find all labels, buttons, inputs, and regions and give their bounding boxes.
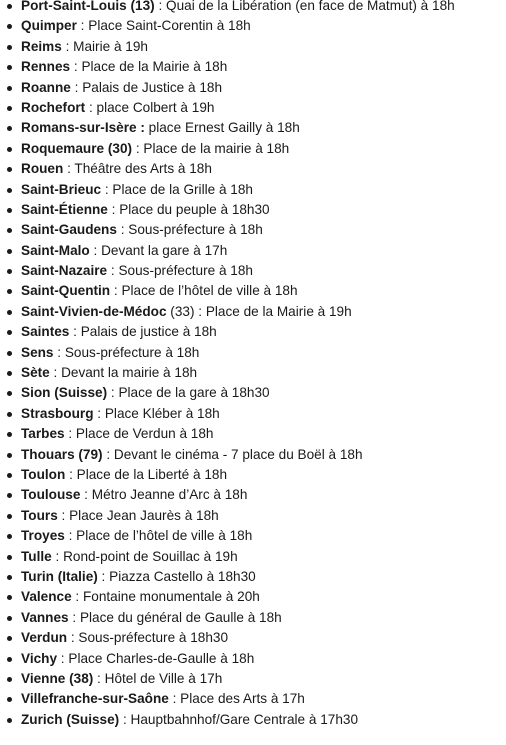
bullet-icon	[7, 718, 12, 723]
bullet-icon	[7, 126, 12, 131]
city-name: Strasbourg	[21, 405, 94, 421]
city-name: Turin (Italie)	[21, 568, 98, 584]
bullet-icon	[7, 555, 12, 560]
list-item	[0, 526, 506, 546]
venue-time: Place de l’hôtel de ville à 18h	[121, 283, 298, 299]
city-name: Saint-Malo	[21, 242, 90, 258]
venue-time: Hôtel de Ville à 17h	[104, 670, 223, 686]
bullet-icon	[7, 65, 12, 70]
city-name: Saintes	[21, 324, 70, 340]
city-name: Valence	[21, 589, 72, 605]
venue-time: Théâtre des Arts à 18h	[74, 161, 212, 177]
city-name: Vannes	[21, 609, 69, 625]
city-name: Toulon	[21, 466, 66, 482]
list-item	[0, 649, 506, 669]
venue-time: Place Charles-de-Gaulle à 18h	[68, 650, 255, 666]
venue-time: Place Kléber à 18h	[104, 405, 220, 421]
separator: :	[89, 242, 102, 258]
city-name: Romans-sur-Isère :	[21, 120, 145, 136]
city-name: Saint-Quentin	[21, 283, 111, 299]
list-item	[0, 628, 506, 648]
separator: :	[68, 609, 80, 625]
bullet-icon	[7, 4, 12, 9]
list-item	[0, 383, 506, 403]
list-item	[0, 547, 506, 567]
separator: :	[107, 201, 120, 217]
separator: :	[132, 140, 144, 156]
bullet-icon	[7, 86, 12, 91]
separator: :	[71, 589, 83, 605]
bullet-icon	[7, 269, 12, 274]
city-name: Rochefort	[21, 99, 86, 115]
bullet-icon	[7, 24, 12, 29]
venue-time: Devant le cinéma - 7 place du Boël à 18h	[113, 446, 363, 462]
city-name: Troyes	[21, 528, 65, 544]
venue-time: Sous-préfecture à 18h	[64, 344, 200, 360]
city-name: Saint-Étienne	[21, 201, 108, 217]
separator: :	[116, 222, 129, 238]
venue-time: Place de Verdun à 18h	[75, 426, 214, 442]
separator: :	[76, 18, 89, 34]
list-item	[0, 139, 506, 159]
venue-time: Place de la Mairie à 19h	[205, 303, 352, 319]
separator: :	[85, 99, 97, 115]
separator: :	[194, 303, 206, 319]
city-name: Saint-Brieuc	[21, 181, 102, 197]
list-item	[0, 37, 506, 57]
bullet-icon	[7, 330, 12, 335]
bullet-icon	[7, 371, 12, 376]
venue-time: Place de la Grille à 18h	[112, 181, 253, 197]
venue-time: Palais de justice à 18h	[80, 324, 217, 340]
list-item	[0, 220, 506, 240]
city-name: Quimper	[21, 18, 77, 34]
separator: :	[67, 630, 79, 646]
list-item	[0, 281, 506, 301]
separator: :	[102, 446, 114, 462]
venue-time: Palais de Justice à 18h	[82, 79, 223, 95]
venue-time: Place des Arts à 17h	[180, 691, 305, 707]
list-item	[0, 445, 506, 465]
list-item	[0, 485, 506, 505]
city-name: Tulle	[21, 548, 52, 564]
city-note: (33)	[166, 303, 195, 319]
separator: :	[168, 691, 181, 707]
list-item	[0, 710, 506, 730]
bullet-icon	[7, 432, 12, 437]
city-name: Verdun	[21, 630, 68, 646]
bullet-icon	[7, 595, 12, 600]
city-name: Saint-Nazaire	[21, 263, 108, 279]
venue-time: Métro Jeanne d’Arc à 18h	[91, 487, 248, 503]
list-item	[0, 200, 506, 220]
list-item	[0, 506, 506, 526]
bullet-icon	[7, 249, 12, 254]
separator: :	[53, 344, 65, 360]
city-name: Roquemaure (30)	[21, 140, 133, 156]
venue-time: place Ernest Gailly à 18h	[148, 120, 300, 136]
bullet-icon	[7, 106, 12, 111]
separator: :	[63, 161, 75, 177]
bullet-icon	[7, 45, 12, 50]
venue-time: Sous-préfecture à 18h	[128, 222, 263, 238]
separator: :	[65, 466, 77, 482]
separator: :	[61, 38, 74, 54]
list-item	[0, 689, 506, 709]
venue-time: Devant la gare à 17h	[101, 242, 228, 258]
separator: :	[154, 0, 167, 13]
separator: :	[51, 548, 64, 564]
list-item	[0, 669, 506, 689]
city-name: Roanne	[21, 79, 71, 95]
separator: :	[49, 365, 62, 381]
separator: :	[119, 711, 131, 727]
bullet-icon	[7, 391, 12, 396]
list-item	[0, 241, 506, 261]
city-name: Vichy	[21, 650, 58, 666]
bullet-icon	[7, 493, 12, 498]
bullet-icon	[7, 616, 12, 621]
bullet-icon	[7, 188, 12, 193]
bullet-icon	[7, 351, 12, 356]
city-name: Rennes	[21, 59, 71, 75]
city-name: Sion (Suisse)	[21, 385, 108, 401]
bullet-icon	[7, 636, 12, 641]
city-name: Reims	[21, 38, 62, 54]
separator: :	[107, 385, 119, 401]
list-item	[0, 608, 506, 628]
city-name: Sens	[21, 344, 54, 360]
list-item	[0, 302, 506, 322]
venue-time: Piazza Castello à 18h30	[109, 568, 256, 584]
venue-time: Place de l’hôtel de ville à 18h	[76, 528, 253, 544]
venue-time: Place de la mairie à 18h	[143, 140, 290, 156]
list-item	[0, 98, 506, 118]
venue-time: Mairie à 19h	[73, 38, 148, 54]
list-item	[0, 424, 506, 444]
list-item	[0, 465, 506, 485]
city-name: Toulouse	[21, 487, 81, 503]
city-name: Port-Saint-Louis (13)	[21, 0, 155, 13]
list-item	[0, 180, 506, 200]
bullet-icon	[7, 534, 12, 539]
bullet-icon	[7, 147, 12, 152]
bullet-icon	[7, 453, 12, 458]
bullet-icon	[7, 289, 12, 294]
venue-time: Place de la Liberté à 18h	[76, 466, 228, 482]
venue-time: Fontaine monumentale à 20h	[82, 589, 260, 605]
venue-time: Sous-préfecture à 18h30	[78, 630, 229, 646]
separator: :	[64, 528, 77, 544]
bullet-icon	[7, 697, 12, 702]
separator: :	[107, 263, 119, 279]
city-name: Tarbes	[21, 426, 65, 442]
list-item	[0, 159, 506, 179]
bullet-icon	[7, 514, 12, 519]
list-item	[0, 404, 506, 424]
venue-time: Place Saint-Corentin à 18h	[88, 18, 251, 34]
list-item	[0, 587, 506, 607]
list-item	[0, 343, 506, 363]
list-item	[0, 118, 506, 138]
venue-time: Place du peuple à 18h30	[119, 201, 270, 217]
bullet-icon	[7, 208, 12, 213]
city-name: Tours	[21, 507, 58, 523]
city-name: Saint-Gaudens	[21, 222, 117, 238]
list-item	[0, 0, 506, 16]
venue-time: Rond-point de Souillac à 19h	[63, 548, 238, 564]
separator: :	[101, 181, 113, 197]
venue-time: Quai de la Libération (en face de Matmut) à 18h	[166, 0, 455, 13]
city-name: Saint-Vivien-de-Médoc	[21, 303, 167, 319]
separator: :	[70, 59, 82, 75]
separator: :	[57, 507, 70, 523]
venue-time: Place de la Mairie à 18h	[81, 59, 228, 75]
city-name: Zurich (Suisse)	[21, 711, 120, 727]
bullet-icon	[7, 412, 12, 417]
city-name: Vienne (38)	[21, 670, 94, 686]
separator: :	[57, 650, 69, 666]
separator: :	[93, 670, 105, 686]
city-name: Sète	[21, 365, 50, 381]
list-item	[0, 567, 506, 587]
list-item	[0, 57, 506, 77]
venue-time: place Colbert à 19h	[96, 99, 215, 115]
city-name: Villefranche-sur-Saône	[21, 691, 169, 707]
separator: :	[70, 79, 83, 95]
list-item	[0, 363, 506, 383]
separator: :	[110, 283, 122, 299]
separator: :	[80, 487, 92, 503]
bullet-icon	[7, 677, 12, 682]
venue-time: Place du général de Gaulle à 18h	[79, 609, 282, 625]
bullet-icon	[7, 310, 12, 315]
separator: :	[97, 568, 110, 584]
list-item	[0, 261, 506, 281]
venue-time: Place Jean Jaurès à 18h	[69, 507, 219, 523]
list-item	[0, 78, 506, 98]
bullet-icon	[7, 657, 12, 662]
bullet-icon	[7, 228, 12, 233]
venue-time: Hauptbahnhof/Gare Centrale à 17h30	[130, 711, 359, 727]
city-name: Thouars (79)	[21, 446, 103, 462]
list-item	[0, 16, 506, 36]
venue-time: Devant la mairie à 18h	[61, 365, 198, 381]
separator: :	[69, 324, 81, 340]
bullet-icon	[7, 167, 12, 172]
bullet-icon	[7, 575, 12, 580]
list-item	[0, 322, 506, 342]
bullet-icon	[7, 473, 12, 478]
separator: :	[64, 426, 76, 442]
city-name: Rouen	[21, 161, 64, 177]
venue-time: Sous-préfecture à 18h	[118, 263, 253, 279]
venue-time: Place de la gare à 18h30	[118, 385, 270, 401]
separator: :	[93, 405, 105, 421]
